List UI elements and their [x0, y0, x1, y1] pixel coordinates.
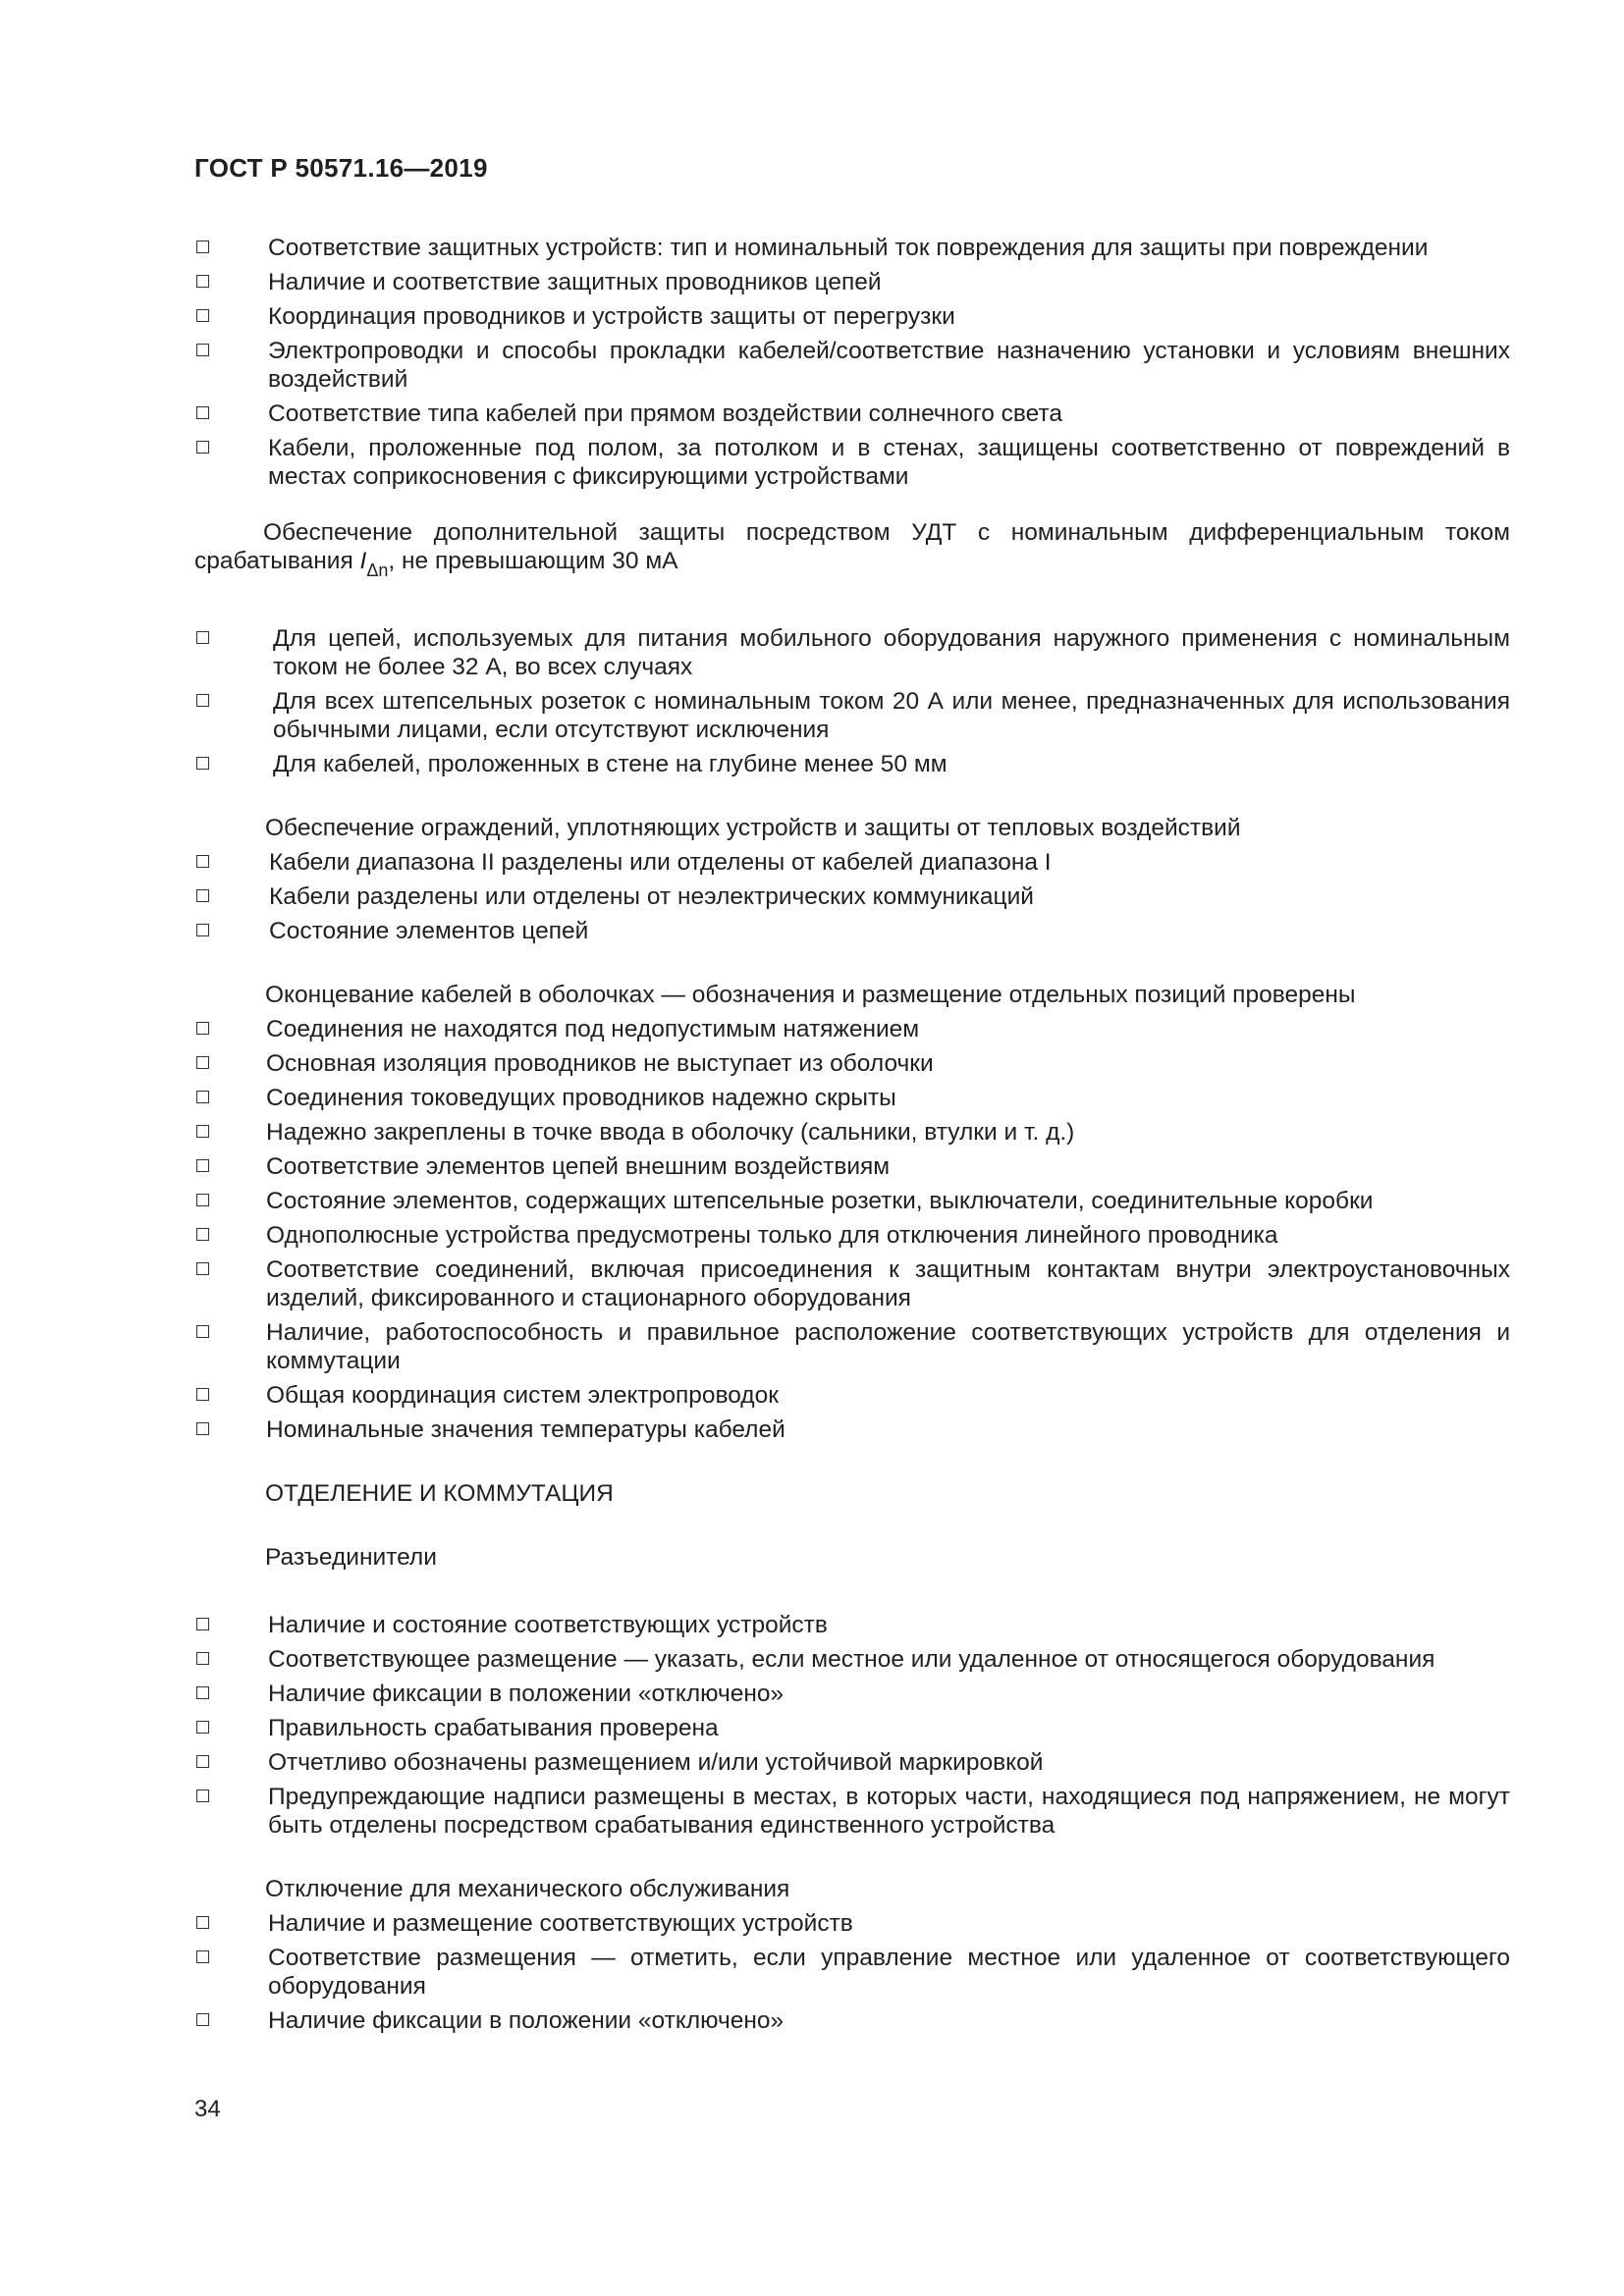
checklist-item — [194, 1152, 1510, 1181]
checkbox[interactable] — [196, 924, 209, 936]
checklist-item-text: Соответствующее размещение — указать, если местное или удаленное от относящегося оборудования — [268, 1646, 1435, 1673]
rcd-subscript: Δn — [366, 561, 389, 580]
checklist-item — [194, 400, 1510, 428]
checklist-item — [194, 1049, 1510, 1078]
heading-disconnectors: Разъединители — [265, 1544, 437, 1571]
checkbox[interactable] — [196, 1388, 209, 1401]
checklist-item-text: Основная изоляция проводников не выступает из оболочки — [266, 1050, 934, 1077]
checklist-item — [194, 1783, 1510, 1840]
checkbox[interactable] — [196, 1262, 209, 1275]
checklist-item-text: Соответствие защитных устройств: тип и номинальный ток повреждения для защиты при повреждении — [268, 235, 1429, 261]
checklist-item-text: Для кабелей, проложенных в стене на глубине менее 50 мм — [273, 751, 947, 777]
checklist-item-text: Кабели разделены или отделены от неэлектрических коммуникаций — [269, 883, 1034, 910]
checklist-item — [194, 1084, 1510, 1112]
checkbox[interactable] — [196, 309, 209, 322]
checkbox[interactable] — [196, 1652, 209, 1665]
rcd-paragraph — [194, 518, 1510, 585]
checklist-item-text: Наличие, работоспособность и правильное расположение соответствующих устройств для отделения и коммутации — [266, 1319, 1510, 1374]
checklist-item-text: Отчетливо обозначены размещением и/или устойчивой маркировкой — [268, 1749, 1044, 1776]
checkbox[interactable] — [196, 855, 209, 868]
document-header: ГОСТ Р 50571.16—2019 — [194, 153, 488, 183]
checkbox[interactable] — [196, 1159, 209, 1172]
checklist-item — [194, 750, 1510, 778]
checkbox[interactable] — [196, 1091, 209, 1103]
checklist-item-text: Соответствие размещения — отметить, если управление местное или удаленное от соответствующего оборудования — [268, 1945, 1510, 2000]
checkbox[interactable] — [196, 631, 209, 644]
checklist-item-text: Для цепей, используемых для питания мобильного оборудования наружного применения с номинальным током не более 32 А, во всех случаях — [273, 625, 1510, 680]
checkbox[interactable] — [196, 240, 209, 253]
checklist-item — [194, 1415, 1510, 1444]
checklist-item — [194, 1118, 1510, 1147]
checklist-item — [194, 1909, 1510, 1938]
checklist-group-disconnectors — [194, 1611, 1510, 1840]
checkbox[interactable] — [196, 1789, 209, 1802]
checkbox[interactable] — [196, 1721, 209, 1734]
checklist-item-text: Кабели диапазона II разделены или отделены от кабелей диапазона I — [269, 849, 1052, 876]
checklist-item — [194, 2006, 1510, 2035]
rcd-symbol: I — [359, 548, 367, 574]
checklist-item — [194, 234, 1510, 262]
checklist-item — [194, 1255, 1510, 1312]
checklist-item — [194, 687, 1510, 744]
checklist-item-text: Соответствие типа кабелей при прямом воздействии солнечного света — [268, 400, 1063, 427]
checkbox[interactable] — [196, 344, 209, 356]
checklist-item — [194, 882, 1510, 911]
checklist-item-text: Наличие и соответствие защитных проводников цепей — [268, 269, 882, 295]
checklist-group-barriers — [194, 848, 1510, 945]
checkbox[interactable] — [196, 1618, 209, 1630]
checklist-item-text: Наличие фиксации в положении «отключено» — [268, 1681, 785, 1707]
checklist-item — [194, 1645, 1510, 1674]
checkbox[interactable] — [196, 441, 209, 454]
checklist-item-text: Правильность срабатывания проверена — [268, 1715, 719, 1741]
heading-terminations: Оконцевание кабелей в оболочках — обозначения и размещение отдельных позиций проверены — [265, 982, 1356, 1008]
checklist-item — [194, 1381, 1510, 1410]
checklist-item-text: Соединения не находятся под недопустимым натяжением — [266, 1016, 920, 1042]
checklist-item — [194, 1015, 1510, 1043]
checkbox[interactable] — [196, 2013, 209, 2026]
checklist-item — [194, 624, 1510, 681]
checklist-item — [194, 1187, 1510, 1215]
checklist-item-text: Наличие и состояние соответствующих устройств — [268, 1612, 828, 1638]
rcd-paragraph-text-before: Обеспечение дополнительной защиты посредством УДТ с номинальным дифференциальным током срабатывания — [194, 519, 1510, 574]
page-number: 34 — [194, 2096, 221, 2122]
checklist-item-text: Номинальные значения температуры кабелей — [266, 1416, 785, 1443]
checklist-item-text: Соединения токоведущих проводников надежно скрыты — [266, 1085, 896, 1111]
checklist-item — [194, 1748, 1510, 1777]
checklist-group-terminations — [194, 1015, 1510, 1444]
checkbox[interactable] — [196, 1325, 209, 1338]
checklist-item — [194, 1318, 1510, 1375]
rcd-paragraph-text-after: , не превышающим 30 мА — [388, 548, 678, 574]
checkbox[interactable] — [196, 1916, 209, 1929]
checklist-item — [194, 302, 1510, 331]
checkbox[interactable] — [196, 1125, 209, 1138]
checklist-item-text: Координация проводников и устройств защиты от перегрузки — [268, 303, 955, 330]
checkbox[interactable] — [196, 1056, 209, 1069]
checkbox[interactable] — [196, 1422, 209, 1435]
checklist-item — [194, 1944, 1510, 2001]
checklist-content — [194, 234, 1510, 2041]
checklist-item-text: Кабели, проложенные под полом, за потолком и в стенах, защищены соответственно от повреждений в местах соприкосновения с фиксирующими устройствами — [268, 435, 1510, 490]
checklist-item — [194, 434, 1510, 491]
checklist-item — [194, 337, 1510, 394]
checklist-item-text: Для всех штепсельных розеток с номинальным током 20 А или менее, предназначенных для использования обычными лицами, если отсутствуют исключения — [273, 688, 1510, 743]
checklist-item-text: Наличие и размещение соответствующих устройств — [268, 1910, 853, 1937]
checklist-item-text: Электропроводки и способы прокладки кабелей/соответствие назначению установки и условиям внешних воздействий — [268, 338, 1510, 393]
heading-barriers: Обеспечение ограждений, уплотняющих устройств и защиты от тепловых воздействий — [265, 815, 1241, 841]
checkbox[interactable] — [196, 1686, 209, 1699]
checkbox[interactable] — [196, 757, 209, 770]
checkbox[interactable] — [196, 694, 209, 707]
checkbox[interactable] — [196, 406, 209, 419]
checklist-item — [194, 268, 1510, 296]
checklist-item — [194, 1714, 1510, 1742]
checkbox[interactable] — [196, 889, 209, 902]
checklist-item — [194, 1611, 1510, 1639]
checklist-item — [194, 848, 1510, 877]
checklist-item-text: Надежно закреплены в точке ввода в оболочку (сальники, втулки и т. д.) — [266, 1119, 1075, 1146]
checklist-item-text: Состояние элементов, содержащих штепсельные розетки, выключатели, соединительные коробки — [266, 1188, 1374, 1214]
checklist-item-text: Однополюсные устройства предусмотрены только для отключения линейного проводника — [266, 1222, 1278, 1249]
checklist-item-text: Предупреждающие надписи размещены в местах, в которых части, находящиеся под напряжением, не могут быть отделены посредством срабатывания единственного устройства — [268, 1784, 1510, 1839]
checkbox[interactable] — [196, 1755, 209, 1768]
checkbox[interactable] — [196, 1022, 209, 1035]
checklist-item-text: Наличие фиксации в положении «отключено» — [268, 2007, 785, 2034]
checkbox[interactable] — [196, 1194, 209, 1206]
checklist-item-text: Общая координация систем электропроводок — [266, 1382, 779, 1409]
checklist-item-text: Состояние элементов цепей — [269, 918, 589, 944]
checklist-item — [194, 917, 1510, 945]
checklist-item — [194, 1221, 1510, 1250]
checkbox[interactable] — [196, 1950, 209, 1963]
checklist-group-protective-devices — [194, 234, 1510, 491]
checklist-group-rcd — [194, 624, 1510, 778]
heading-mechanical-maintenance: Отключение для механического обслуживания — [265, 1876, 790, 1902]
checklist-item-text: Соответствие соединений, включая присоединения к защитным контактам внутри электроустановочных изделий, фиксированного и стационарного оборудования — [266, 1256, 1510, 1311]
checklist-group-maintenance — [194, 1909, 1510, 2035]
checkbox[interactable] — [196, 275, 209, 288]
checkbox[interactable] — [196, 1228, 209, 1241]
heading-isolation-switching: ОТДЕЛЕНИЕ И КОММУТАЦИЯ — [265, 1480, 614, 1507]
checklist-item — [194, 1680, 1510, 1708]
checklist-item-text: Соответствие элементов цепей внешним воздействиям — [266, 1153, 891, 1180]
